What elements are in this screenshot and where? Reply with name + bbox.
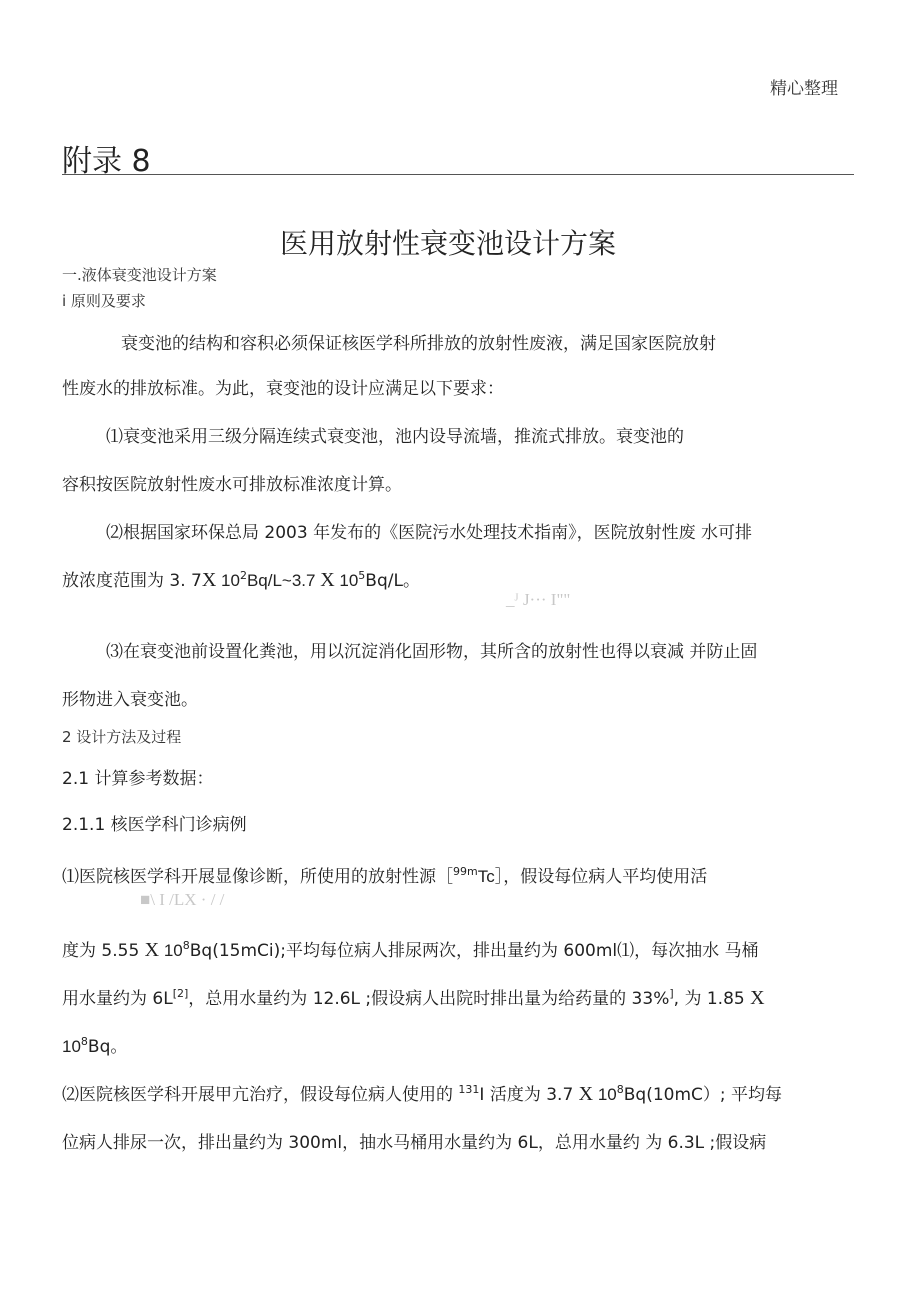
case1-exponent: 8	[182, 939, 190, 952]
req2-value-2: 10	[334, 571, 359, 590]
case1-line3-c: , 为 1.85	[673, 989, 751, 1009]
subsection-heading-2-1-1: 2.1.1 核医学科门诊病例	[62, 815, 247, 835]
req2-mid: Bq/L~3.7	[246, 571, 321, 590]
header-note: 精心整理	[770, 79, 838, 99]
document-title: 医用放射性衰变池设计方案	[280, 227, 617, 260]
isotope-mass-99m: 99m	[453, 865, 478, 878]
case2-exponent: 8	[616, 1083, 624, 1096]
case1-text-a: ⑴医院核医学科开展显像诊断，所使用的放射性源［	[62, 867, 453, 887]
req2-exponent-2: 5	[358, 569, 366, 582]
subsection-heading-1-1: i 原则及要求	[62, 292, 146, 310]
citation-mark: ]	[669, 987, 674, 1000]
intro-line-1: 衰变池的结构和容积必须保证核医学科所排放的放射性废液，满足国家医院放射	[121, 334, 716, 354]
section-heading-1: 一.液体衰变池设计方案	[62, 266, 217, 284]
appendix-title: 附录 8	[62, 144, 151, 179]
req2-prefix: 放浓度范围为 3. 7	[62, 571, 202, 591]
case1-line3-a: 用水量约为 6L	[62, 989, 173, 1009]
case-2-line-1	[62, 1080, 782, 1106]
case1-line4-b: Bq。	[87, 1037, 128, 1057]
case-2-line-2: 位病人排尿一次，排出量约为 300ml，抽水马桶用水量约为 6L，总用水量约 为 6.3L ;假设病	[62, 1133, 767, 1153]
citation-2: [2]	[172, 987, 189, 1000]
title-divider	[62, 174, 854, 175]
case1-line2-c: Bq(15mCi);平均每位病人排尿两次，排出量约为 600ml⑴，每次抽水 马桶	[189, 941, 759, 961]
req2-exponent-1: 2	[239, 569, 247, 582]
scan-artifact-2: ■\ I /LX · / /	[140, 890, 225, 909]
case2-text-c: 10	[593, 1085, 617, 1104]
requirement-3-line-2: 形物进入衰变池。	[62, 690, 198, 710]
case-1-line-3	[62, 984, 765, 1010]
case2-text-b: I 活度为 3.7	[479, 1085, 579, 1105]
case1-line4-exponent: 8	[80, 1035, 88, 1048]
times-symbol: X	[578, 1083, 594, 1105]
case-1-line-1	[62, 862, 707, 887]
case2-text-d: Bq(10mC）; 平均每	[623, 1085, 783, 1105]
isotope-mass-131: 131	[458, 1083, 480, 1096]
section-heading-2: 2 设计方法及过程	[62, 728, 182, 746]
case-1-line-2	[62, 936, 759, 962]
scan-artifact-1: _ᴶ J··· I""	[506, 590, 571, 609]
subsection-heading-2-1: 2.1 计算参考数据：	[62, 769, 214, 789]
times-symbol: X	[320, 569, 335, 591]
requirement-2-line-1: ⑵根据国家环保总局 2003 年发布的《医院污水处理技术指南》，医院放射性废 水可排	[106, 523, 752, 543]
requirement-1-line-1: ⑴衰变池采用三级分隔连续式衰变池，池内设导流墙，推流式排放。衰变池的	[106, 427, 684, 447]
case1-line2-b: 10	[159, 941, 183, 960]
requirement-2-line-2	[62, 566, 420, 592]
case1-line4-a: 10	[62, 1037, 81, 1056]
requirement-1-line-2: 容积按医院放射性废水可排放标准浓度计算。	[62, 475, 402, 495]
case2-text-a: ⑵医院核医学科开展甲亢治疗，假设每位病人使用的	[62, 1085, 459, 1105]
case1-line3-b: ，总用水量约为 12.6L ;假设病人出院时排出量为给药量的 33%	[188, 989, 670, 1009]
intro-line-2: 性废水的排放标准。为此，衰变池的设计应满足以下要求：	[62, 379, 504, 399]
req2-value-1: 10	[216, 571, 240, 590]
times-symbol: X	[144, 939, 160, 961]
case1-text-b: Tc］，假设每位病人平均使用活	[477, 867, 708, 886]
case1-line2-a: 度为 5.55	[62, 941, 145, 961]
req2-end: Bq/L。	[365, 571, 420, 591]
case-1-line-4	[62, 1032, 127, 1057]
requirement-3-line-1: ⑶在衰变池前设置化粪池，用以沉淀消化固形物，其所含的放射性也得以衰减 并防止固	[106, 642, 758, 662]
times-symbol: X	[201, 569, 217, 591]
times-symbol: X	[750, 987, 765, 1009]
